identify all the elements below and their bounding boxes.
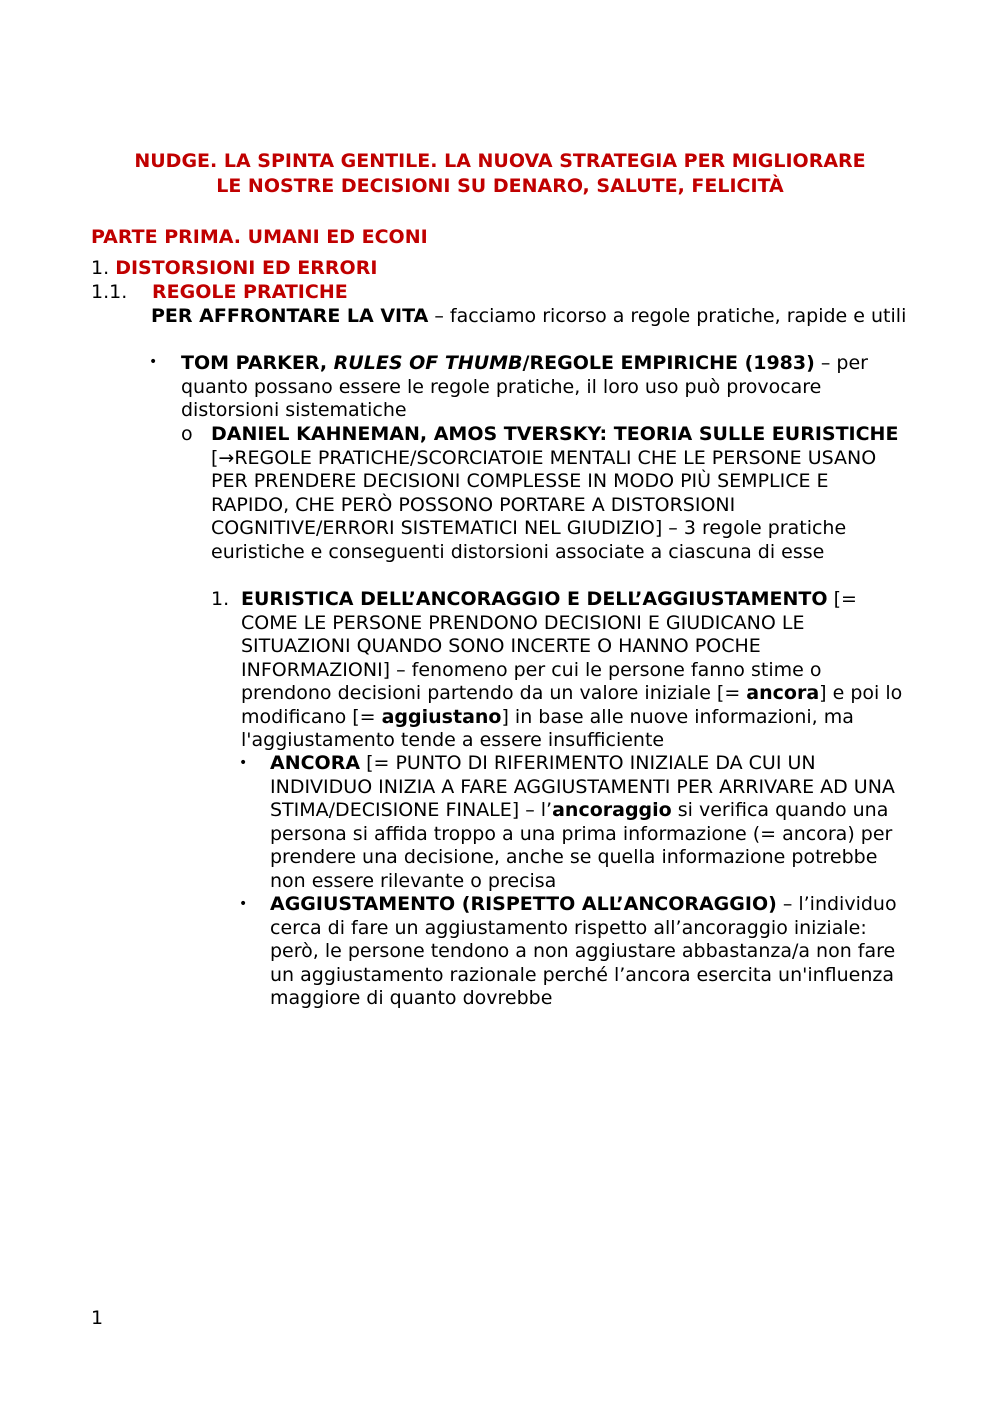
kahneman-item [211,423,901,564]
ancora-text-1: [= PUNTO DI RIFERIMENTO INIZIALE DA CUI UN INDIVIDUO INIZIA A FARE AGGIUSTAMENTI PER ARRIVARE AD UNA STIMA/DECISIONE FINALE] – l’ [270,752,895,821]
title-line-1: NUDGE. LA SPINTA GENTILE. LA NUOVA STRATEGIA PER MIGLIORARE [134,150,866,172]
euristica-bold-ancora: ancora [746,682,820,704]
euristica-text-2: ] e poi lo modificano [= [241,682,903,728]
kahneman-bold: DANIEL KAHNEMAN, AMOS TVERSKY: TEORIA SULLE EURISTICHE [211,423,899,445]
aggiustamento-bold: AGGIUSTAMENTO (RISPETTO ALL’ANCORAGGIO) [270,893,777,915]
kahneman-text: REGOLE PRATICHE/SCORCIATOIE MENTALI CHE LE PERSONE USANO PER PRENDERE DECISIONI COMPLESSE IN MODO PIÙ SEMPLICE E RAPIDO, CHE PERÒ POSSONO PORTARE A DISTORSIONI COGNITIVE/ERRORI SISTEMATICI NEL GIUDIZIO] – 3 regole pratiche euristiche e conseguenti distorsioni associate a ciascuna di esse [211,446,877,563]
chapter-heading [91,257,377,281]
bullet-marker: • [239,755,248,771]
intro-text: – facciamo ricorso a regole pratiche, rapide e utili [428,305,907,327]
parker-item [181,352,911,423]
euristica-text-3: ] in base alle nuove informazioni, ma l'aggiustamento tende a essere insufficiente [241,705,854,751]
intro-bold: PER AFFRONTARE LA VITA [151,305,429,327]
ancora-bold-ancoraggio: ancoraggio [552,799,672,821]
circle-marker: o [181,423,193,445]
title-line-2: LE NOSTRE DECISIONI SU DENARO, SALUTE, FELICITÀ [216,174,784,197]
intro-paragraph [151,305,911,329]
ancora-text-2: si verifica quando una persona si affida troppo a una prima informazione (= ancora) per prendere una decisione, anche se quella informazione potrebbe non essere rilevante o precisa [270,799,893,892]
section-heading [91,281,348,305]
parker-bold-a: TOM PARKER, [181,352,334,374]
bullet-marker: • [149,354,158,370]
parker-bold-b: /REGOLE EMPIRICHE (1983) [522,352,815,374]
euristica-bold-aggiustano: aggiustano [381,705,502,728]
ancora-item [270,752,910,893]
aggiustamento-item [270,893,910,1011]
section-number: 1.1. [91,281,128,303]
aggiustamento-text: – l’individuo cerca di fare un aggiustamento rispetto all’ancoraggio iniziale: però, le persone tendono a non aggiustare abbastanza/a non fare un aggiustamento razionale perché l’ancora esercita un'influenza maggiore di quanto dovrebbe [270,893,897,1009]
ancora-bold: ANCORA [270,752,361,774]
part-heading: PARTE PRIMA. UMANI ED ECONI [91,226,428,248]
chapter-number: 1. [91,257,110,279]
document-title [90,149,910,198]
chapter-label: DISTORSIONI ED ERRORI [115,257,378,279]
kahneman-arrow: [→ [211,446,235,469]
euristica-text-1: [= COME LE PERSONE PRENDONO DECISIONI E GIUDICANO LE SITUAZIONI QUANDO SONO INCERTE O HANNO POCHE INFORMAZIONI] – fenomeno per cui le persone fanno stime o prendono decisioni partendo da un valore iniziale [= [241,588,857,704]
parker-bold-italic: RULES OF THUMB [333,352,523,374]
euristica-item [241,588,911,753]
euristica-bold: EURISTICA DELL’ANCORAGGIO E DELL’AGGIUSTAMENTO [241,588,828,610]
page-number: 1 [91,1307,104,1329]
parker-text: – per quanto possano essere le regole pratiche, il loro uso può provocare distorsioni sistematiche [181,352,868,421]
section-label: REGOLE PRATICHE [152,281,348,303]
euristica-number: 1. [211,588,230,610]
bullet-marker: • [239,896,248,912]
